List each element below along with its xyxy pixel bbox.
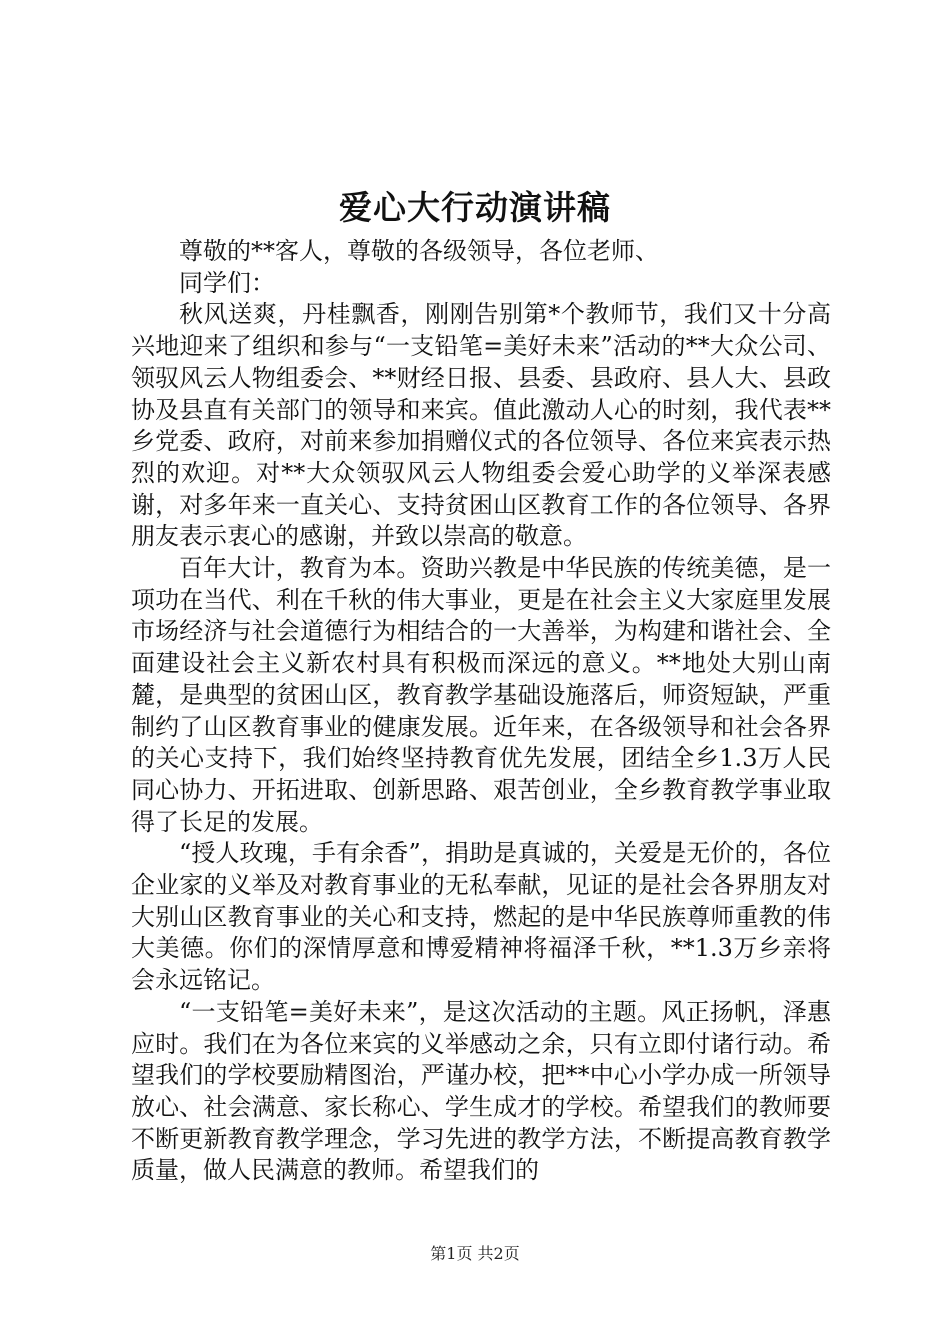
paragraph-4: “一支铅笔=美好未来”，是这次活动的主题。风正扬帆，泽惠应时。我们在为各位来宾的义举感动之余，只有立即付诸行动。希望我们的学校要励精图治，严谨办校，把**中心小学办成一所领导放心、社会满意、家长称心、学生成才的学校。希望我们的教师要不断更新教育教学理念，学习先进的教学方法，不断提高教育教学质量，做人民满意的教师。希望我们的: [131, 997, 831, 1185]
document-body: [131, 236, 831, 1187]
document-title: 爱心大行动演讲稿: [339, 188, 611, 227]
paragraph-3: “授人玫瑰，手有余香”，捐助是真诚的，关爱是无价的，各位企业家的义举及对教育事业的无私奉献，见证的是社会各界朋友对大别山区教育事业的关心和支持，燃起的是中华民族尊师重教的伟大美德。你们的深情厚意和博爱精神将福泽千秋，**1.3万乡亲将会永远铭记。: [131, 839, 831, 995]
salutation-line-1: 尊敬的**客人，尊敬的各级领导，各位老师、: [179, 237, 659, 265]
paragraph-2: 百年大计，教育为本。资助兴教是中华民族的传统美德，是一项功在当代、利在千秋的伟大事业，更是在社会主义大家庭里发展市场经济与社会道德行为相结合的一大善举，为构建和谐社会、全面建设社会主义新农村具有积极而深远的意义。**地处大别山南麓，是典型的贫困山区，教育教学基础设施落后，师资短缺，严重制约了山区教育事业的健康发展。近年来，在各级领导和社会各界的关心支持下，我们始终坚持教育优先发展，团结全乡1.3万人民同心协力、开拓进取、创新思路、艰苦创业，全乡教育教学事业取得了长足的发展。: [131, 554, 831, 836]
paragraph-1: 秋风送爽，丹桂飘香，刚刚告别第*个教师节，我们又十分高兴地迎来了组织和参与“一支铅笔=美好未来”活动的**大众公司、领驭风云人物组委会、**财经日报、县委、县政府、县人大、县政协及县直有关部门的领导和来宾。值此激动人心的时刻，我代表**乡党委、政府，对前来参加捐赠仪式的各位领导、各位来宾表示热烈的欢迎。对**大众领驭风云人物组委会爱心助学的义举深表感谢，对多年来一直关心、支持贫困山区教育工作的各位领导、各界朋友表示衷心的感谢，并致以崇高的敬意。: [131, 300, 831, 551]
page-number-footer: 第1页 共2页: [430, 1244, 520, 1263]
salutation-line-2: 同学们：: [179, 268, 275, 297]
